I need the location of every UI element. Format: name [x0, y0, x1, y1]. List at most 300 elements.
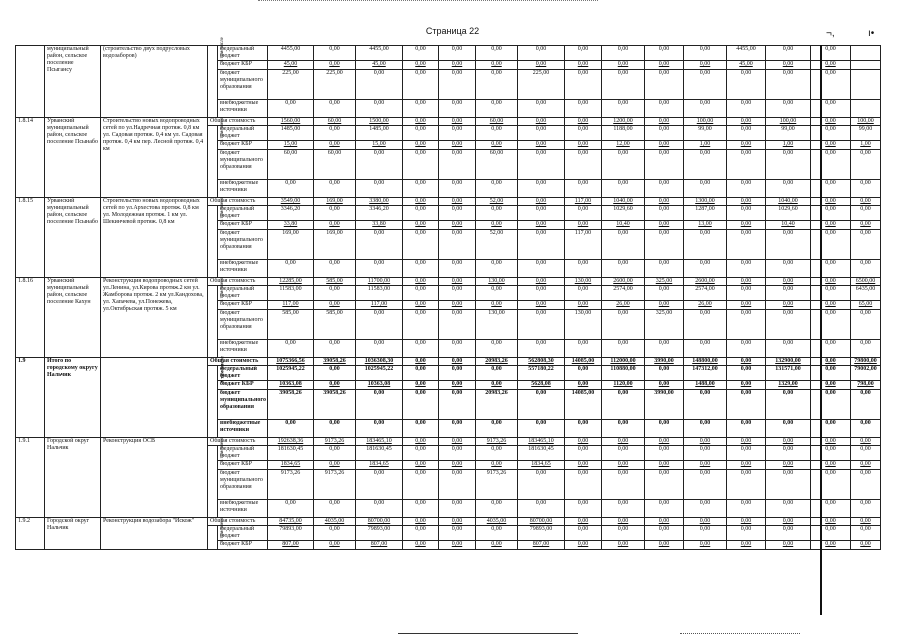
- value-cell: 1329,00: [766, 381, 811, 390]
- value-cell: 0,00: [314, 126, 356, 141]
- value-cell: 60,00: [476, 118, 518, 126]
- value-cell: 65,00: [851, 301, 881, 310]
- value-cell: 0,00: [403, 260, 439, 278]
- value-cell: 2574,00: [684, 286, 727, 301]
- value-cell: 0,00: [727, 340, 766, 358]
- value-cell: 0,00: [439, 286, 476, 301]
- value-cell: 0,00: [645, 260, 684, 278]
- row-label: внебюджетные источники: [218, 100, 268, 118]
- value-cell: 0,00: [314, 381, 356, 390]
- value-cell: 0,00: [602, 518, 645, 526]
- value-cell: 0,00: [645, 500, 684, 518]
- value-cell: 181630,45: [356, 446, 403, 461]
- value-cell: 0,00: [439, 390, 476, 420]
- value-cell: 0,00: [314, 46, 356, 61]
- value-cell: 1,00: [766, 141, 811, 150]
- value-cell: 0,00: [684, 70, 727, 100]
- value-cell: 1188,00: [602, 126, 645, 141]
- row-label: федеральный бюджет: [218, 126, 268, 141]
- item-code: 1.9.1: [16, 438, 45, 518]
- value-cell: 10363,08: [356, 381, 403, 390]
- value-cell: 0,00: [403, 118, 439, 126]
- value-cell: 798,00: [851, 381, 881, 390]
- value-cell: 79800,00: [851, 358, 881, 366]
- value-cell: 79002,00: [851, 366, 881, 381]
- value-cell: 0,00: [439, 206, 476, 221]
- value-cell: 0,00: [684, 526, 727, 541]
- value-cell: 0,00: [766, 100, 811, 118]
- value-cell: 0,00: [565, 301, 602, 310]
- value-cell: 0,00: [684, 180, 727, 198]
- value-cell: 0,00: [811, 100, 851, 118]
- scan-artifact-bottom: [398, 633, 578, 634]
- value-cell: 100,00: [851, 118, 881, 126]
- value-cell: 0,00: [439, 301, 476, 310]
- value-cell: 3990,00: [645, 358, 684, 366]
- value-cell: 148800,00: [684, 358, 727, 366]
- value-cell: 0,00: [565, 286, 602, 301]
- row-label: федеральный бюджет: [218, 206, 268, 221]
- row-label: федеральный бюджет: [218, 286, 268, 301]
- value-cell: 0,00: [645, 340, 684, 358]
- value-cell: 9173,26: [314, 470, 356, 500]
- value-cell: 0,00: [565, 461, 602, 470]
- value-cell: 52,00: [476, 198, 518, 206]
- value-cell: 0,00: [684, 470, 727, 500]
- value-cell: 0,00: [439, 61, 476, 70]
- value-cell: 2600,00: [684, 278, 727, 286]
- value-cell: 0,00: [811, 366, 851, 381]
- value-cell: 0,00: [766, 438, 811, 446]
- value-cell: 192638,36: [268, 438, 314, 446]
- value-cell: 13,00: [684, 221, 727, 230]
- value-cell: 79893,00: [268, 526, 314, 541]
- value-cell: 0,00: [439, 150, 476, 180]
- corner-mark: ¬,: [826, 28, 835, 39]
- value-cell: 0,00: [476, 500, 518, 518]
- value-cell: 0,00: [268, 500, 314, 518]
- value-cell: [851, 70, 881, 100]
- value-cell: 0,00: [565, 366, 602, 381]
- value-cell: 0,00: [811, 278, 851, 286]
- row-label: Общая стоимость: [208, 198, 268, 206]
- value-cell: 117,00: [268, 301, 314, 310]
- value-cell: 1040,00: [602, 198, 645, 206]
- value-cell: 0,00: [851, 230, 881, 260]
- value-cell: 0,00: [403, 420, 439, 438]
- value-cell: 0,00: [518, 260, 565, 278]
- value-cell: 1036308,30: [356, 358, 403, 366]
- value-cell: 0,00: [602, 70, 645, 100]
- value-cell: 807,00: [518, 541, 565, 550]
- value-cell: 0,00: [314, 420, 356, 438]
- value-cell: 0,00: [314, 541, 356, 550]
- value-cell: 0,00: [727, 518, 766, 526]
- value-cell: 0,00: [727, 198, 766, 206]
- value-cell: 0,00: [565, 260, 602, 278]
- value-cell: 0,00: [727, 438, 766, 446]
- value-cell: 0,00: [851, 390, 881, 420]
- value-cell: 0,00: [766, 286, 811, 301]
- value-cell: 0,00: [403, 366, 439, 381]
- value-cell: 0,00: [268, 260, 314, 278]
- value-cell: 0,00: [645, 180, 684, 198]
- table-row: [16, 358, 881, 366]
- value-cell: 0,00: [851, 260, 881, 278]
- organization-cell: Урванский муниципальный район, сельское поселение Псынабо: [45, 118, 101, 198]
- value-cell: 0,00: [476, 100, 518, 118]
- value-cell: 0,00: [766, 390, 811, 420]
- value-cell: 0,00: [645, 61, 684, 70]
- value-cell: 0,00: [727, 118, 766, 126]
- value-cell: 1200,00: [602, 118, 645, 126]
- value-cell: 0,00: [439, 446, 476, 461]
- table-row: [16, 46, 881, 61]
- value-cell: 130,00: [476, 278, 518, 286]
- value-cell: 0,00: [684, 340, 727, 358]
- value-cell: 0,00: [565, 381, 602, 390]
- value-cell: 0,00: [811, 461, 851, 470]
- value-cell: 0,00: [476, 61, 518, 70]
- value-cell: 0,00: [645, 470, 684, 500]
- item-code: 1.8.16: [16, 278, 45, 358]
- value-cell: 0,00: [766, 470, 811, 500]
- value-cell: 0,00: [645, 70, 684, 100]
- value-cell: 0,00: [645, 141, 684, 150]
- value-cell: 0,00: [314, 461, 356, 470]
- value-cell: 20983,26: [476, 358, 518, 366]
- value-cell: 0,00: [314, 141, 356, 150]
- value-cell: 181630,45: [268, 446, 314, 461]
- value-cell: 0,00: [314, 61, 356, 70]
- row-label: Общая стоимость: [208, 518, 268, 526]
- value-cell: 0,00: [811, 126, 851, 141]
- value-cell: 0,00: [811, 420, 851, 438]
- value-cell: 130,00: [565, 278, 602, 286]
- value-cell: 0,00: [811, 381, 851, 390]
- value-cell: 169,00: [268, 230, 314, 260]
- value-cell: 0,00: [565, 438, 602, 446]
- value-cell: 6435,00: [851, 286, 881, 301]
- value-cell: 2574,00: [602, 286, 645, 301]
- organization-cell: Городской округ Нальчик: [45, 518, 101, 550]
- value-cell: 0,00: [403, 61, 439, 70]
- value-cell: 0,00: [403, 390, 439, 420]
- value-cell: 0,00: [645, 118, 684, 126]
- value-cell: 0,00: [439, 141, 476, 150]
- value-cell: 0,00: [727, 500, 766, 518]
- row-label: бюджет КБР: [218, 61, 268, 70]
- value-cell: 0,00: [602, 470, 645, 500]
- value-cell: 0,00: [565, 100, 602, 118]
- value-cell: 0,00: [602, 420, 645, 438]
- value-cell: 0,00: [476, 46, 518, 61]
- value-cell: 0,00: [645, 438, 684, 446]
- value-cell: 0,00: [565, 221, 602, 230]
- value-cell: 0,00: [476, 126, 518, 141]
- value-cell: 0,00: [811, 301, 851, 310]
- value-cell: 0,00: [356, 150, 403, 180]
- value-cell: 11583,00: [356, 286, 403, 301]
- value-cell: 60,00: [314, 150, 356, 180]
- value-cell: 0,00: [356, 420, 403, 438]
- value-cell: 12,00: [602, 141, 645, 150]
- value-cell: 84735,00: [268, 518, 314, 526]
- value-cell: 0,00: [645, 541, 684, 550]
- value-cell: 0,00: [314, 260, 356, 278]
- value-cell: 0,00: [439, 518, 476, 526]
- value-cell: 0,00: [851, 470, 881, 500]
- row-label: бюджет КБР: [218, 141, 268, 150]
- value-cell: 0,00: [811, 198, 851, 206]
- vertical-label: [208, 517, 225, 550]
- row-label: Общая стоимость: [208, 118, 268, 126]
- value-cell: 0,00: [403, 310, 439, 340]
- value-cell: 0,00: [645, 100, 684, 118]
- table-row: [16, 278, 881, 286]
- row-label: внебюджетные источники: [218, 260, 268, 278]
- value-cell: 0,00: [602, 180, 645, 198]
- value-cell: 1120,00: [602, 381, 645, 390]
- value-cell: 0,00: [439, 340, 476, 358]
- value-cell: 0,00: [811, 500, 851, 518]
- value-cell: 33,80: [356, 221, 403, 230]
- value-cell: 0,00: [518, 286, 565, 301]
- value-cell: 0,00: [565, 46, 602, 61]
- value-cell: 0,00: [851, 518, 881, 526]
- value-cell: 0,00: [766, 260, 811, 278]
- item-code: 1.9.2: [16, 518, 45, 550]
- value-cell: 4035,00: [476, 518, 518, 526]
- value-cell: 0,00: [811, 46, 851, 61]
- value-cell: 0,00: [645, 126, 684, 141]
- value-cell: 0,00: [476, 446, 518, 461]
- value-cell: 183465,10: [356, 438, 403, 446]
- value-cell: 0,00: [645, 221, 684, 230]
- value-cell: 0,00: [565, 206, 602, 221]
- value-cell: 1075366,56: [268, 358, 314, 366]
- value-cell: 0,00: [684, 541, 727, 550]
- value-cell: 0,00: [356, 310, 403, 340]
- value-cell: 0,00: [439, 541, 476, 550]
- value-cell: 26,00: [684, 301, 727, 310]
- value-cell: 110880,00: [602, 366, 645, 381]
- value-cell: 0,00: [766, 278, 811, 286]
- value-cell: 0,00: [727, 150, 766, 180]
- value-cell: 0,00: [811, 118, 851, 126]
- description-cell: Строительство новых водопроводных сетей по ул.Надречная протяж. 0,8 км ул. Садовая протяж. 0,4 км ул. Садовая протяж. 0,4 км пер. Лесной протяж. 0,4 км: [101, 118, 208, 198]
- value-cell: 39058,26: [314, 390, 356, 420]
- value-cell: 117,00: [565, 230, 602, 260]
- value-cell: 0,00: [645, 518, 684, 526]
- organization-cell: Итого по городскому округу Нальчик: [45, 358, 101, 438]
- value-cell: 0,00: [727, 366, 766, 381]
- value-cell: 0,00: [602, 61, 645, 70]
- value-cell: 100,00: [766, 118, 811, 126]
- value-cell: 0,00: [811, 438, 851, 446]
- value-cell: 0,00: [565, 150, 602, 180]
- value-cell: 0,00: [602, 526, 645, 541]
- row-label: бюджет КБР: [218, 381, 268, 390]
- value-cell: 0,00: [565, 340, 602, 358]
- value-cell: 0,00: [356, 230, 403, 260]
- value-cell: 807,00: [268, 541, 314, 550]
- value-cell: 0,00: [602, 340, 645, 358]
- value-cell: 0,00: [851, 461, 881, 470]
- value-cell: 0,00: [684, 420, 727, 438]
- value-cell: 0,00: [439, 198, 476, 206]
- vertical-label-text: в том числе: [220, 356, 226, 383]
- value-cell: 0,00: [811, 150, 851, 180]
- value-cell: 0,00: [602, 541, 645, 550]
- value-cell: 0,00: [811, 526, 851, 541]
- value-cell: 0,00: [476, 381, 518, 390]
- value-cell: 0,00: [811, 390, 851, 420]
- value-cell: 0,00: [645, 446, 684, 461]
- value-cell: 0,00: [439, 461, 476, 470]
- value-cell: 4455,00: [356, 46, 403, 61]
- value-cell: 39058,26: [268, 390, 314, 420]
- scan-artifact-line: [820, 45, 822, 615]
- value-cell: 0,00: [403, 100, 439, 118]
- value-cell: 225,00: [518, 70, 565, 100]
- value-cell: 1834,65: [268, 461, 314, 470]
- value-cell: 12285,00: [268, 278, 314, 286]
- value-cell: 0,00: [811, 541, 851, 550]
- value-cell: 0,00: [518, 180, 565, 198]
- value-cell: 10,40: [766, 221, 811, 230]
- description-cell: Реконструкция водопроводных сетей ул.Ленина, ул.Кирова протяж.2 км ул. Жамборова протяж. 2 км ул.Кандохова, ул. Хапачева, ул.Понежева, ул.Октябрьская протяж. 5 км: [101, 278, 208, 358]
- value-cell: 0,00: [476, 366, 518, 381]
- value-cell: 0,00: [727, 126, 766, 141]
- value-cell: 9173,26: [314, 438, 356, 446]
- value-cell: 0,00: [727, 358, 766, 366]
- value-cell: 0,00: [314, 500, 356, 518]
- value-cell: 45,00: [727, 61, 766, 70]
- value-cell: 0,00: [727, 260, 766, 278]
- value-cell: 0,00: [684, 100, 727, 118]
- value-cell: 79893,00: [356, 526, 403, 541]
- value-cell: 0,00: [518, 206, 565, 221]
- value-cell: 0,00: [518, 390, 565, 420]
- value-cell: 0,00: [645, 206, 684, 221]
- value-cell: 0,00: [727, 100, 766, 118]
- value-cell: 15,00: [268, 141, 314, 150]
- value-cell: 0,00: [476, 541, 518, 550]
- value-cell: 325,00: [645, 278, 684, 286]
- value-cell: 0,00: [645, 230, 684, 260]
- value-cell: 14085,00: [565, 358, 602, 366]
- value-cell: 0,00: [268, 100, 314, 118]
- description-cell: Реконструкция водозабора "Искож": [101, 518, 208, 550]
- value-cell: 0,00: [811, 61, 851, 70]
- value-cell: 0,00: [518, 301, 565, 310]
- value-cell: 0,00: [811, 230, 851, 260]
- value-cell: 0,00: [565, 141, 602, 150]
- value-cell: 60,00: [268, 150, 314, 180]
- vertical-label: [208, 117, 225, 198]
- value-cell: 0,00: [851, 438, 881, 446]
- value-cell: 0,00: [684, 230, 727, 260]
- value-cell: 0,00: [766, 541, 811, 550]
- value-cell: 0,00: [403, 141, 439, 150]
- value-cell: 0,00: [766, 446, 811, 461]
- value-cell: 0,00: [645, 286, 684, 301]
- value-cell: 0,00: [403, 340, 439, 358]
- row-label: бюджет муниципального образования: [218, 150, 268, 180]
- value-cell: 169,00: [314, 198, 356, 206]
- value-cell: 60,00: [476, 150, 518, 180]
- value-cell: 0,00: [518, 150, 565, 180]
- value-cell: 1560,00: [268, 118, 314, 126]
- value-cell: 0,00: [439, 126, 476, 141]
- value-cell: 45,00: [356, 61, 403, 70]
- value-cell: 0,00: [811, 221, 851, 230]
- value-cell: 6500,00: [851, 278, 881, 286]
- value-cell: 26,00: [602, 301, 645, 310]
- value-cell: 0,00: [811, 340, 851, 358]
- value-cell: 4035,00: [314, 518, 356, 526]
- value-cell: 325,00: [645, 310, 684, 340]
- value-cell: 0,00: [602, 310, 645, 340]
- value-cell: 0,00: [268, 340, 314, 358]
- value-cell: 0,00: [766, 230, 811, 260]
- value-cell: 0,00: [403, 198, 439, 206]
- value-cell: 0,00: [565, 470, 602, 500]
- value-cell: 0,00: [602, 446, 645, 461]
- value-cell: 0,00: [403, 461, 439, 470]
- value-cell: 80700,00: [356, 518, 403, 526]
- value-cell: 0,00: [602, 500, 645, 518]
- value-cell: 0,00: [684, 438, 727, 446]
- value-cell: 0,00: [811, 286, 851, 301]
- value-cell: 0,00: [403, 381, 439, 390]
- value-cell: 0,00: [851, 310, 881, 340]
- value-cell: 0,00: [403, 221, 439, 230]
- row-label: бюджет КБР: [218, 461, 268, 470]
- value-cell: 0,00: [811, 446, 851, 461]
- value-cell: 0,00: [356, 100, 403, 118]
- vertical-label-text: в том числе: [219, 277, 225, 302]
- value-cell: 0,00: [518, 500, 565, 518]
- value-cell: 0,00: [727, 310, 766, 340]
- value-cell: 0,00: [403, 230, 439, 260]
- value-cell: 0,00: [518, 61, 565, 70]
- value-cell: 0,00: [811, 141, 851, 150]
- item-code: 1.8.14: [16, 118, 45, 198]
- value-cell: 585,00: [314, 278, 356, 286]
- value-cell: 15,00: [356, 141, 403, 150]
- value-cell: 0,00: [268, 180, 314, 198]
- description-cell: (строительство двух подрусловых водозаборов): [101, 46, 208, 118]
- value-cell: 0,00: [766, 518, 811, 526]
- value-cell: 0,00: [565, 500, 602, 518]
- row-label: внебюджетные источники: [218, 180, 268, 198]
- value-cell: 181630,45: [518, 446, 565, 461]
- value-cell: 0,00: [403, 150, 439, 180]
- value-cell: 0,00: [476, 526, 518, 541]
- value-cell: 0,00: [684, 61, 727, 70]
- vertical-label: [208, 356, 226, 438]
- value-cell: 0,00: [727, 230, 766, 260]
- vertical-label-text: в том числе: [219, 37, 225, 62]
- value-cell: 0,00: [476, 301, 518, 310]
- value-cell: 585,00: [268, 310, 314, 340]
- value-cell: 9173,26: [268, 470, 314, 500]
- value-cell: [851, 46, 881, 61]
- value-cell: 0,00: [851, 526, 881, 541]
- value-cell: 0,00: [645, 301, 684, 310]
